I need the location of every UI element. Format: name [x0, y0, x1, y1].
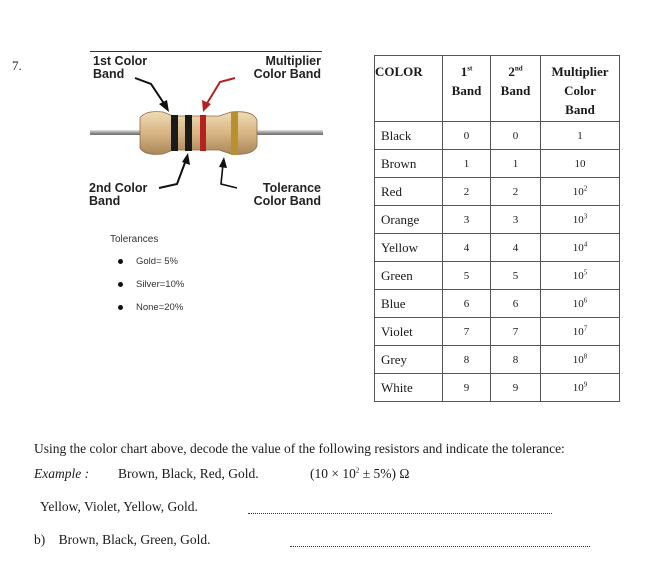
exercise-a-text: Yellow, Violet, Yellow, Gold. — [40, 499, 198, 514]
tolerances-list — [118, 256, 184, 325]
cell-color: Brown — [375, 150, 443, 178]
arrow-first-band — [135, 78, 165, 105]
table-header-row — [375, 56, 620, 122]
header-multiplier-sub: Color Band — [564, 83, 596, 117]
cell-color: Blue — [375, 290, 443, 318]
header-multiplier: Multiplier Color Band — [541, 56, 620, 122]
cell-second-band: 5 — [491, 262, 541, 290]
band-tolerance — [231, 112, 238, 155]
cell-multiplier: $10^5$ — [541, 262, 620, 290]
exercise-b-text: b) Brown, Black, Green, Gold. — [34, 532, 211, 547]
tolerances-title: Tolerances — [110, 234, 159, 245]
cell-first-band: 0 — [443, 122, 491, 150]
band-first — [171, 115, 178, 151]
cell-multiplier: $10^9$ — [541, 374, 620, 402]
instructions-text: Using the color chart above, decode the value of the following resistors and indicate the tolerance: — [34, 441, 565, 456]
cell-multiplier: 1 — [541, 122, 620, 150]
arrow-multiplier — [206, 78, 235, 105]
cell-first-band: 4 — [443, 234, 491, 262]
cell-multiplier: $10^4$ — [541, 234, 620, 262]
cell-second-band: 8 — [491, 346, 541, 374]
cell-multiplier: $10^6$ — [541, 290, 620, 318]
cell-first-band: 7 — [443, 318, 491, 346]
cell-color: Black — [375, 122, 443, 150]
arrow-second-band — [159, 160, 186, 188]
cell-color: Red — [375, 178, 443, 206]
cell-first-band: 5 — [443, 262, 491, 290]
table-row — [375, 122, 620, 150]
cell-multiplier: $10^2$ — [541, 178, 620, 206]
tolerance-label: Tolerance Color Band — [253, 181, 321, 208]
table-row — [375, 346, 620, 374]
arrow-tolerance — [221, 164, 237, 188]
cell-second-band: 7 — [491, 318, 541, 346]
cell-color: Grey — [375, 346, 443, 374]
cell-multiplier: 10 — [541, 150, 620, 178]
first-band-label: 1st Color Band — [93, 54, 148, 81]
cell-second-band: 0 — [491, 122, 541, 150]
cell-first-band: 2 — [443, 178, 491, 206]
cell-second-band: 1 — [491, 150, 541, 178]
cell-multiplier: $10^7$ — [541, 318, 620, 346]
cell-first-band: 8 — [443, 346, 491, 374]
tolerance-item: Gold= 5% — [118, 256, 184, 279]
table-row — [375, 234, 620, 262]
band-second — [185, 115, 192, 151]
cell-second-band: 2 — [491, 178, 541, 206]
multiplier-label: Multiplier Color Band — [253, 54, 321, 81]
cell-second-band: 3 — [491, 206, 541, 234]
cell-multiplier: $10^3$ — [541, 206, 620, 234]
band-multiplier — [200, 115, 206, 151]
example-label: Example : — [34, 466, 90, 481]
cell-color: White — [375, 374, 443, 402]
tolerance-item: Silver=10% — [118, 279, 184, 302]
answer-line-a[interactable] — [248, 513, 552, 514]
cell-multiplier: $10^8$ — [541, 346, 620, 374]
cell-first-band: 6 — [443, 290, 491, 318]
cell-first-band: 1 — [443, 150, 491, 178]
resistor-illustration — [85, 48, 325, 218]
table-row — [375, 318, 620, 346]
cell-color: Green — [375, 262, 443, 290]
header-first-band: 1st Band — [443, 56, 491, 122]
table-row — [375, 290, 620, 318]
table-body — [375, 122, 620, 402]
color-code-table — [374, 55, 620, 402]
cell-color: Orange — [375, 206, 443, 234]
table-row — [375, 206, 620, 234]
cell-second-band: 4 — [491, 234, 541, 262]
resistor-diagram — [85, 48, 325, 218]
example-bands: Brown, Black, Red, Gold. — [118, 466, 259, 481]
header-second-band: 2nd Band — [491, 56, 541, 122]
cell-second-band: 6 — [491, 290, 541, 318]
example-line — [34, 466, 634, 482]
table-row — [375, 150, 620, 178]
table-row — [375, 262, 620, 290]
tolerance-item: None=20% — [118, 302, 184, 325]
cell-color: Yellow — [375, 234, 443, 262]
table-row — [375, 178, 620, 206]
cell-second-band: 9 — [491, 374, 541, 402]
table-row — [375, 374, 620, 402]
cell-first-band: 9 — [443, 374, 491, 402]
second-band-label: 2nd Color Band — [89, 181, 148, 208]
cell-color: Violet — [375, 318, 443, 346]
header-color: COLOR — [375, 56, 443, 122]
cell-first-band: 3 — [443, 206, 491, 234]
question-number: 7. — [12, 58, 22, 73]
example-answer: $(10 \times 10^2 \pm 5\%)$ Ω — [310, 466, 410, 481]
answer-line-b[interactable] — [290, 546, 590, 547]
